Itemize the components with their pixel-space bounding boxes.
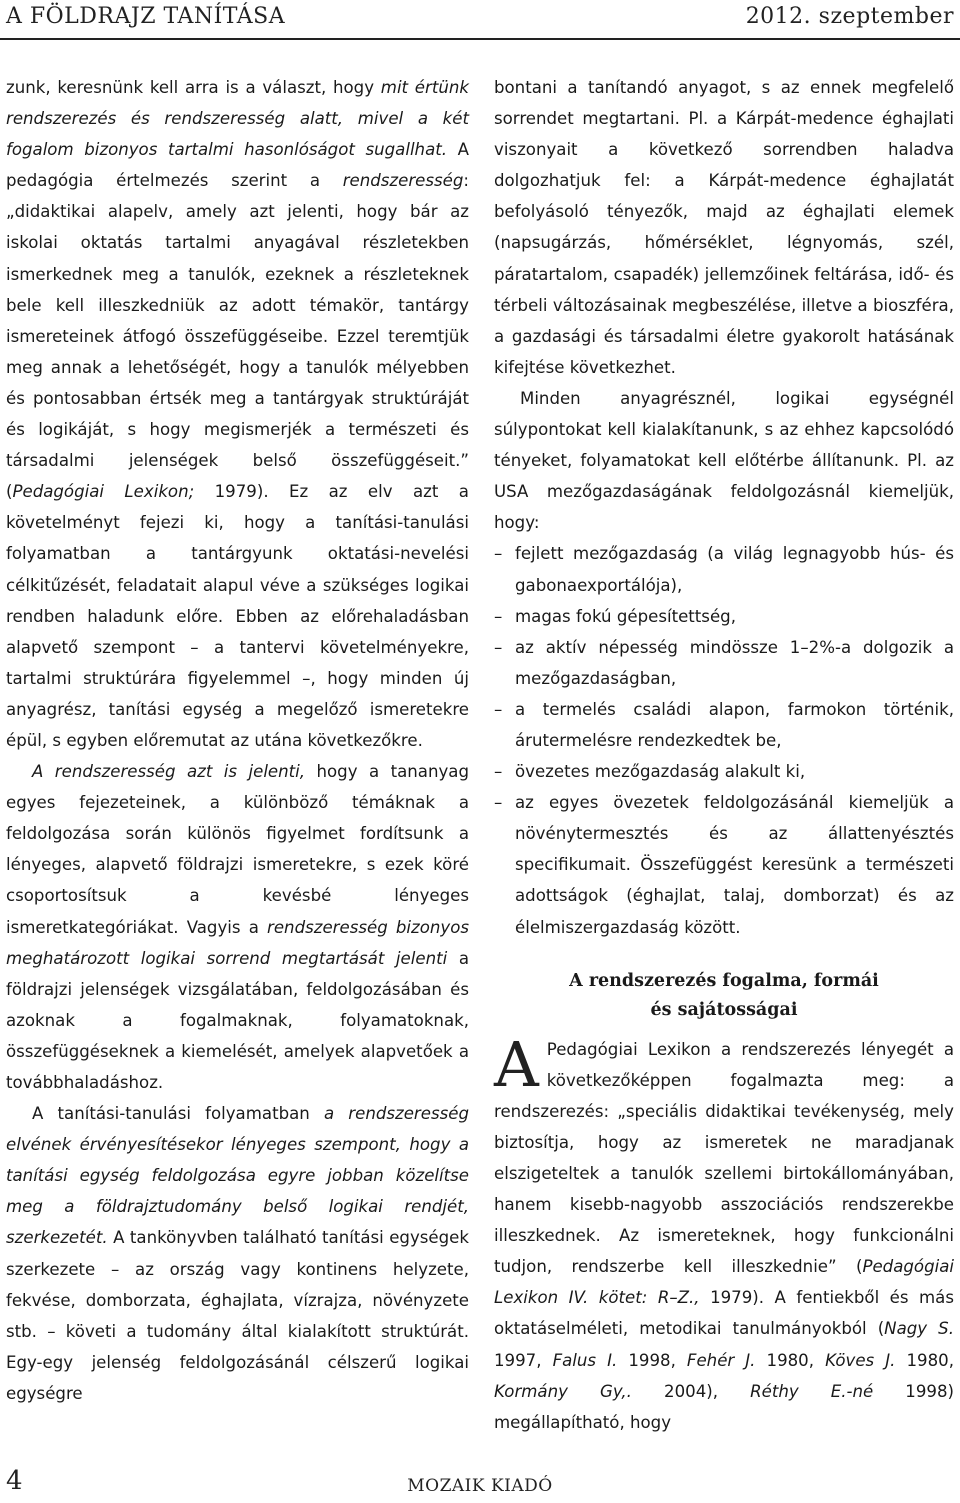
list-item: – fejlett mezőgazdaság (a világ legnagyobb hús- és gabonaexportálója),: [494, 538, 954, 600]
text-run: 1979). Ez az elv azt a követelményt fejezi ki, hogy a tanítási-tanulási folyamatban a tantárgyunk oktatási-nevelési célkitűzését, feladatait alapul véve a szükséges logikai rendben haladunk előre. Ebben az előrehaladásban alapvető szempont – a tantervi követelményekre, tartalmi struktúrára figyelemmel –, hogy minden új anyagrész, tanítási egység a megelőző ismeretekre épül, s egyben előremutat az utána következőkre.: [6, 482, 469, 750]
text-run: hogy a tananyag egyes fejezeteinek, a különböző témáknak a feldolgozása során különös figyelmet fordítsunk a lényeges, alapvető földrajzi ismeretekre, s ezek köré csoportosítsuk a kevésbé lényeges ismeretkategóriákat. Vagyis a: [6, 762, 469, 937]
italic-run: a rendszeresség elvének érvényesítésekor lényeges szempont, hogy a tanítási egység feldolgozása egyre jobban közelítse meg a földrajztudomány belső logikai rendjét, szerkezetét.: [6, 1104, 469, 1248]
paragraph: [6, 756, 469, 1098]
paragraph: [6, 72, 469, 756]
text-run: 1980,: [755, 1350, 826, 1370]
italic-run: Falus I.: [552, 1350, 618, 1370]
italic-run: Nagy S.: [884, 1319, 954, 1339]
section-heading: [494, 967, 954, 1025]
text-run: [343, 109, 358, 128]
page-number: 4: [6, 1466, 23, 1496]
header-rule: [0, 38, 960, 40]
section-heading-line: A rendszerezés fogalma, formái: [569, 970, 879, 991]
italic-run: A rendszeresség azt is jelenti,: [32, 762, 306, 782]
text-run: 2004),: [631, 1381, 751, 1401]
italic-run: mivel a két fogalom bizonyos tartalmi hasonlóságot sugallhat.: [6, 109, 469, 160]
publisher: MOZAIK KIADÓ: [407, 1476, 553, 1496]
text-run: zunk, keresnünk kell arra is a választ, hogy: [6, 78, 381, 97]
text-run: bontani a tanítandó anyagot, s az ennek megfelelő sorrendet megtartani. Pl. a Kárpát-medence éghajlati viszonyait a következő sorrendben haladva dolgozhatjuk fel: a Kárpát-medence éghajlatát befolyásoló tényezők, majd az éghajlati elemek (napsugárzás, hőmérséklet, légnyomás, szél, páratartalom, csapadék) jellemzőinek feltárása, idő- és térbeli változásainak megbeszélése, illetve a bioszféra, a gazdasági és társadalmi életre gyakorolt hatásának kifejtése következhet.: [494, 78, 954, 377]
section-heading-line: és sajátosságai: [650, 999, 798, 1020]
page-footer: [0, 1464, 960, 1503]
italic-run: rendszeresség bizonyos meghatározott logikai sorrend megtartását jelenti: [6, 917, 470, 968]
paragraph: [494, 1027, 955, 1438]
italic-run: Pedagógiai Lexikon IV. kötet: R–Z.,: [494, 1257, 954, 1308]
italic-run: Réthy E.-né: [750, 1381, 874, 1401]
italic-run: Kormány Gy,.: [494, 1381, 632, 1401]
text-run: Minden anyagrésznél, logikai egységnél súlypontokat kell kialakítanunk, s az ehhez kapcsolódó tényeket, folyamatokat kell előtérbe állítanunk. Pl. az USA mezőgazdaságának feldolgozásnál kiemeljük, hogy:: [494, 388, 954, 533]
list-item: – magas fokú gépesítettség,: [494, 601, 954, 632]
list-item: – a termelés családi alapon, farmokon történik, árutermelésre rendezkedtek be,: [494, 694, 954, 756]
text-run: A tankönyvben található tanítási egységek szerkezete – az ország vagy kontinens helyzete, fekvése, domborzata, éghajlata, vízrajza, növényzete stb. – követi a tudomány által kialakított struktúrát. Egy-egy jelenség feldolgozásánál célszerű logikai egységre: [6, 1228, 469, 1403]
issue-date: 2012. szeptember: [745, 4, 954, 29]
paragraph-text: [494, 1027, 955, 1432]
list-item: – övezetes mezőgazdaság alakult ki,: [494, 756, 954, 787]
left-column: [6, 72, 469, 1409]
text-run: a földrajzi jelenségek vizsgálatában, feldolgozásában és azoknak a fogalmaknak, folyamatoknak, összefüggéseknek a kiemelését, amelyek alapvetőek a továbbhaladáshoz.: [6, 948, 469, 1092]
paragraph: [6, 1098, 469, 1409]
dash-list: [494, 538, 954, 942]
text-run: 1998) megállapítható, hogy: [494, 1381, 954, 1432]
list-item: – az egyes övezetek feldolgozásánál kiemeljük a növénytermesztés és az állattenyésztés specifikumait. Összefüggést keresünk a természeti adottságok (éghajlat, talaj, domborzat) és az élelmiszergazdaság között.: [494, 787, 954, 942]
text-run: Pedagógiai Lexikon a rendszerezés lényegét a következőképpen fogalmazta meg: a rendszerezés: „speciális didaktikai tevékenység, mely biztosítja, hogy az ismeretek ne maradjanak elszigeteltek a tanulók szellemi birtokállományában, hanem kisebb-nagyobb asszociációs rendszerekbe illeszkednek. Az ismereteknek, hogy funkcionálni tudjon, rendszerbe kell illeszkednie” (: [494, 1039, 954, 1277]
text-run: 1980,: [895, 1350, 955, 1370]
running-header: [0, 0, 960, 40]
italic-run: Fehér J.: [686, 1350, 756, 1370]
text-run: A tanítási-tanulási folyamatban: [32, 1104, 324, 1124]
paragraph: [494, 383, 954, 538]
right-column: [494, 72, 954, 1438]
text-run: A pedagógia értelmezés szerint a: [6, 140, 469, 191]
drop-cap: A: [494, 1027, 539, 1101]
journal-title: A FÖLDRAJZ TANÍTÁSA: [6, 4, 286, 29]
paragraph: [494, 72, 954, 383]
italic-run: Pedagógiai Lexikon;: [12, 482, 195, 502]
italic-run: mit értünk rendszerezés és rendszeresség alatt,: [6, 78, 469, 129]
text-run: 1998,: [617, 1350, 687, 1370]
text-run: : „didaktikai alapelv, amely azt jelenti, hogy bár az iskolai oktatás tartalmi anyagával részletekben ismerkednek meg a tanulók, ezeknek a részleteknek bele kell illeszkedniük az adott témakör, tantárgy ismereteinek átfogó összefüggéseibe. Ezzel teremtjük meg annak a lehetőségét, hogy a tanulók mélyebben és pontosabban értsék meg a tantárgyak struktúráját és logikáját, s hogy megismerjék a természeti és társadalmi jelenségek belső összefüggéseit.” (: [6, 171, 469, 502]
list-item: – az aktív népesség mindössze 1–2%-a dolgozik a mezőgazdaságban,: [494, 632, 954, 694]
italic-run: Köves J.: [825, 1350, 896, 1370]
italic-run: rendszeresség: [342, 171, 464, 191]
text-run: 1979). A fentiekből és más oktatáselméleti, metodikai tanulmányokból (: [494, 1288, 954, 1339]
text-run: 1997,: [494, 1350, 553, 1370]
